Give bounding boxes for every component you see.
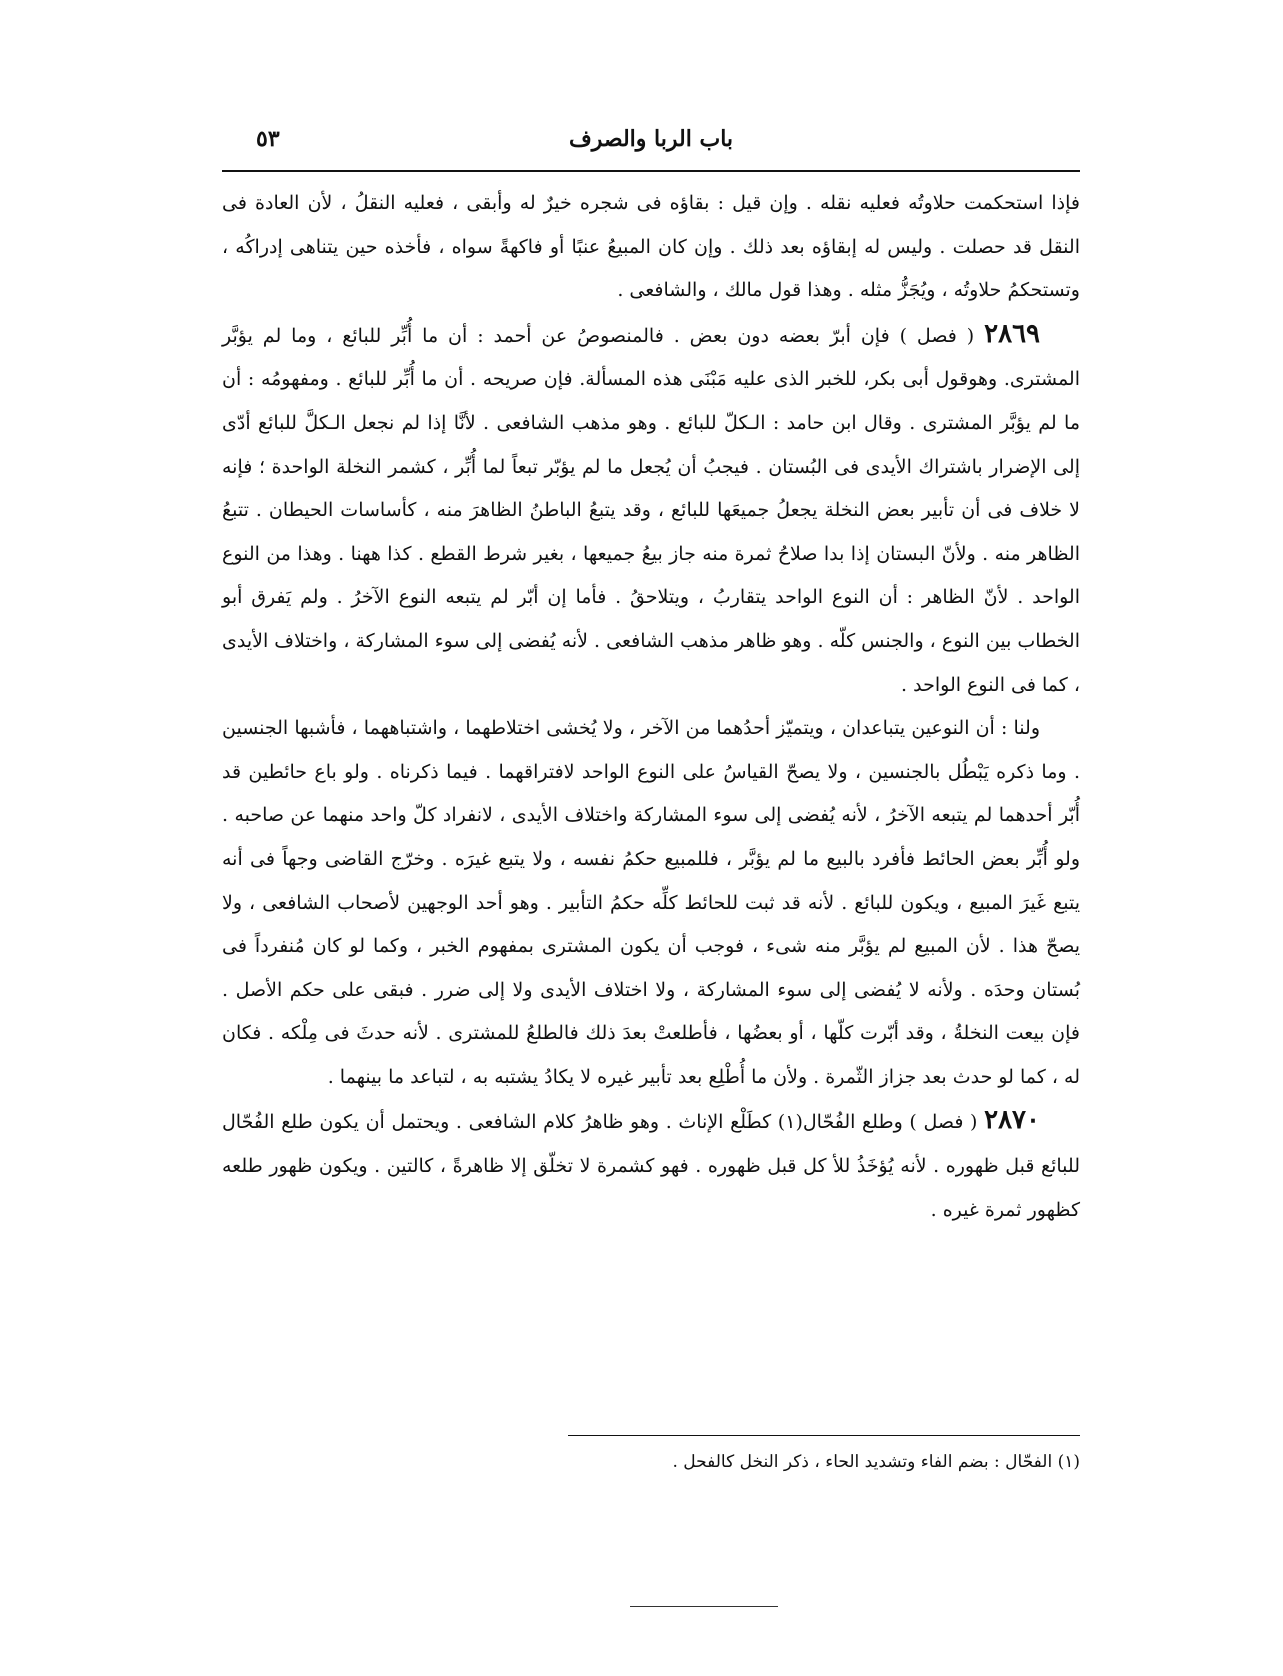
page-number: ٥٣ (256, 126, 280, 152)
paragraph (222, 182, 1080, 313)
section-number: ٢٨٦٩ (984, 318, 1040, 349)
main-text (222, 182, 1080, 1232)
header-rule (222, 170, 1080, 172)
footnote: (١) الفحّال : بضم الفاء وتشديد الحاء ، ذكر النخل كالفحل . (672, 1452, 1080, 1472)
paragraph-text: ( فصل ) فإن أبرّ بعضه دون بعض . فالمنصوصُ عن أحمد : أن ما أُبِّر للبائع ، وما لم يؤبَّر المشترى. وهوقول أبى بكر، للخبر الذى عليه مَبْنَى هذه المسألة. فإن صريحه . أن ما أُبِّر للبائع . ومفهومُه : أن ما لم يؤبَّر المشترى . وقال ابن حامد : الـكلّ للبائع . وهو مذهب الشافعى . لأنَّا إذا لم نجعل الـكلَّ للبائع أدّى إلى الإضرار باشتراك الأيدى فى البُستان . فيجبُ أن يُجعل ما لم يؤبّر تبعاً لما أُبِّر ، كشمر النخلة الواحدة ؛ فإنه لا خلاف فى أن تأبير بعض النخلة يجعلُ جميعَها للبائع ، وقد يتبعُ الباطنُ الظاهرَ منه ، كأساسات الحيطان . تتبعُ الظاهر منه . ولأنّ البستان إذا بدا صلاحُ ثمرة منه جاز بيعُ جميعها ، بغير شرط القطع . كذا ههنا . وهذا من النوع الواحد . لأنّ الظاهر : أن النوع الواحد يتقاربُ ، ويتلاحقُ . فأما إن أبّر لم يتبعه النوع الآخرُ . ولم يَفرق أبو الخطاب بين النوع ، والجنس كلّه . وهو ظاهر مذهب الشافعى . لأنه يُفضى إلى سوء المشاركة ، واختلاف الأيدى ، كما فى النوع الواحد . (222, 324, 1080, 696)
paragraph-text: ( فصل ) وطلع الفُحّال(١) كطَلْع الإناث . وهو ظاهرُ كلام الشافعى . ويحتمل أن يكون طلع الفُحّال للبائع قبل ظهوره . لأنه يُؤخَذُ للأ كل قبل ظهوره . فهو كشمرة لا تخلّق إلا ظاهرةً ، كالتين . ويكون ظهور طلعه كظهور ثمرة غيره . (222, 1111, 1080, 1221)
bottom-rule (630, 1606, 778, 1607)
paragraph-text: ولنا : أن النوعين يتباعدان ، ويتميّز أحدُهما من الآخر ، ولا يُخشى اختلاطهما ، واشتباههما ، فأشبها الجنسين . وما ذكره يَبْطُل بالجنسين ، ولا يصحّ القياسُ على النوع الواحد لافتراقهما . فيما ذكرناه . ولو باع حائطين قد أُبّر أحدهما لم يتبعه الآخرُ ، لأنه يُفضى إلى سوء المشاركة واختلاف الأيدى ، لانفراد كلّ واحد منهما عن صاحبه . ولو أُبِّر بعض الحائط فأفرد بالبيع ما لم يؤبَّر ، فللمبيع حكمُ نفسه ، ولا يتبع غيرَه . وخرّج القاضى وجهاً فى أنه يتبع غَيرَ المبيع ، ويكون للبائع . لأنه قد ثبت للحائط كلِّه حكمُ التأبير . وهو أحد الوجهين لأصحاب الشافعى ، ولا يصحّ هذا . لأن المبيع لم يؤبَّر منه شىء ، فوجب أن يكون المشترى بمفهوم الخبر ، وكما لو كان مُنفرداً فى بُستان وحدَه . ولأنه لا يُفضى إلى سوء المشاركة ، ولا اختلاف الأيدى ولا إلى ضرر . فبقى على حكم الأصل . فإن بيعت النخلةُ ، وقد أبّرت كلّها ، أو بعضُها ، فأطلعتْ بعدَ ذلك فالطلعُ للمشترى . لأنه حدثَ فى مِلْكه . فكان له ، كما لو حدث بعد جزاز الثّمرة . ولأن ما أُطْلِع بعد تأبير غيره لا يكادُ يشتبه به ، لتباعد ما بينهما . (222, 717, 1080, 1088)
paragraph (222, 707, 1080, 1099)
section-number: ٢٨٧٠ (984, 1105, 1040, 1136)
running-title: باب الربا والصرف (568, 126, 734, 152)
footnote-rule (568, 1435, 1080, 1436)
paragraph (222, 1099, 1080, 1232)
page-header (222, 126, 1080, 166)
paragraph-text: فإذا استحكمت حلاوتُه فعليه نقله . وإن قيل : بقاؤه فى شجره خيرٌ له وأبقى ، فعليه النقلُ ، لأن العادة فى النقل قد حصلت . وليس له إبقاؤه بعد ذلك . وإن كان المبيعُ عنبًا أو فاكهةً سواه ، فأخذه حين يتناهى إدراكُه ، وتستحكمُ حلاوتُه ، ويُجَزُّ مثله . وهذا قول مالك ، والشافعى . (222, 192, 1080, 302)
paragraph (222, 313, 1080, 707)
